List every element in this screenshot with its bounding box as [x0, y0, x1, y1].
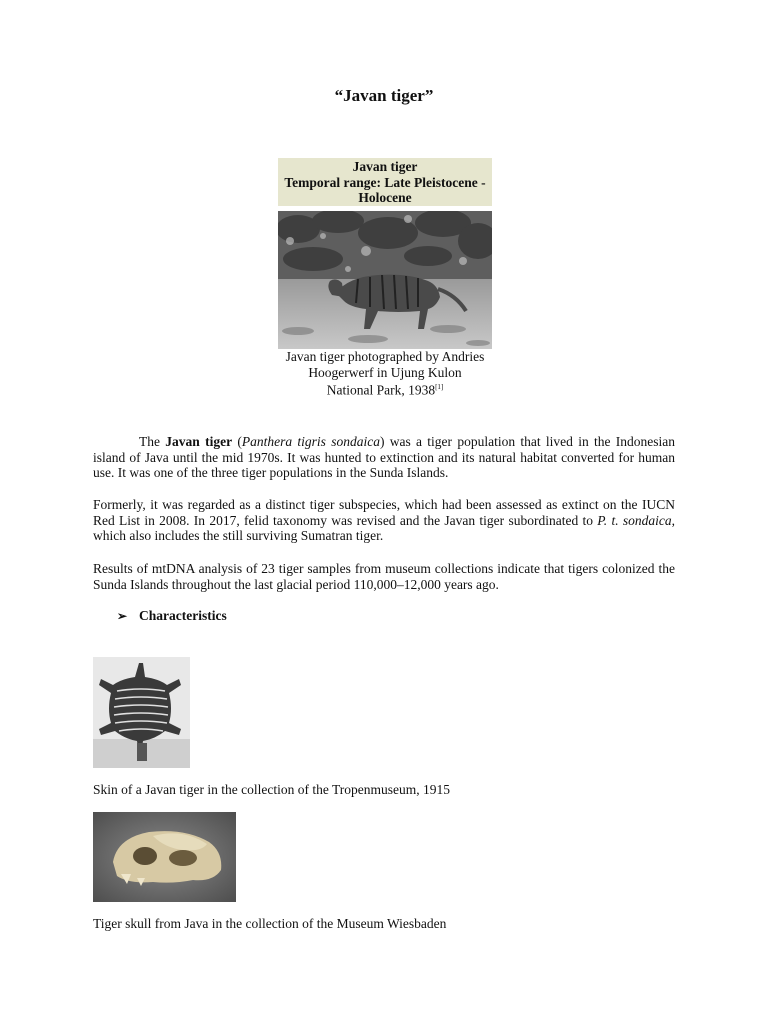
mtdna-paragraph: Results of mtDNA analysis of 23 tiger samples from museum collections indicate that tigers colonized the Sunda Islands throughout the last glacial period 110,000–12,000 years ago. [93, 561, 675, 592]
infobox-caption [260, 349, 510, 398]
skull-caption: Tiger skull from Java in the collection of the Museum Wiesbaden [93, 916, 447, 931]
caption-line3: National Park, 1938 [326, 382, 436, 398]
scientific-name: Panthera tigris sondaica [241, 434, 380, 449]
bold-term: Javan tiger [165, 434, 233, 449]
infobox-name: Javan tiger [352, 159, 418, 174]
document-title: “Javan tiger” [334, 86, 434, 105]
infobox-header [278, 158, 492, 206]
skin-caption: Skin of a Javan tiger in the collection of the Tropenmuseum, 1915 [93, 782, 450, 797]
section-heading-text: Characteristics [139, 608, 227, 623]
caption-reference-link[interactable]: [1] [435, 383, 444, 391]
scientific-abbrev: P. t. sondaica [597, 512, 672, 528]
javan-tiger-photo [278, 211, 492, 349]
infobox-range-line2: Holocene [358, 190, 412, 205]
caption-line2: Hoogerwerf in Ujung Kulon [308, 364, 462, 380]
section-heading [117, 608, 227, 624]
caption-line1: Javan tiger photographed by Andries [285, 349, 485, 364]
arrow-bullet-icon: ➢ [117, 609, 128, 623]
tiger-skull-photo [93, 812, 236, 902]
taxonomy-paragraph: Formerly, it was regarded as a distinct tiger subspecies, which had been assessed as extinct on the IUCN Red List in 2008. In 2017, felid taxonomy was revised and the Javan tiger subordinated to P. t. sondaica, which also includes the still surviving Sumatran tiger. [93, 497, 675, 544]
intro-paragraph: The Javan tiger (Panthera tigris sondaica) was a tiger population that lived in the Indonesian island of Java until the mid 1970s. It was hunted to extinction and its natural habitat converted for human use. It was one of the three tiger populations in the Sunda Islands. [93, 434, 675, 481]
infobox-range-line1: Temporal range: Late Pleistocene - [284, 174, 486, 190]
tiger-skin-photo [93, 657, 190, 768]
